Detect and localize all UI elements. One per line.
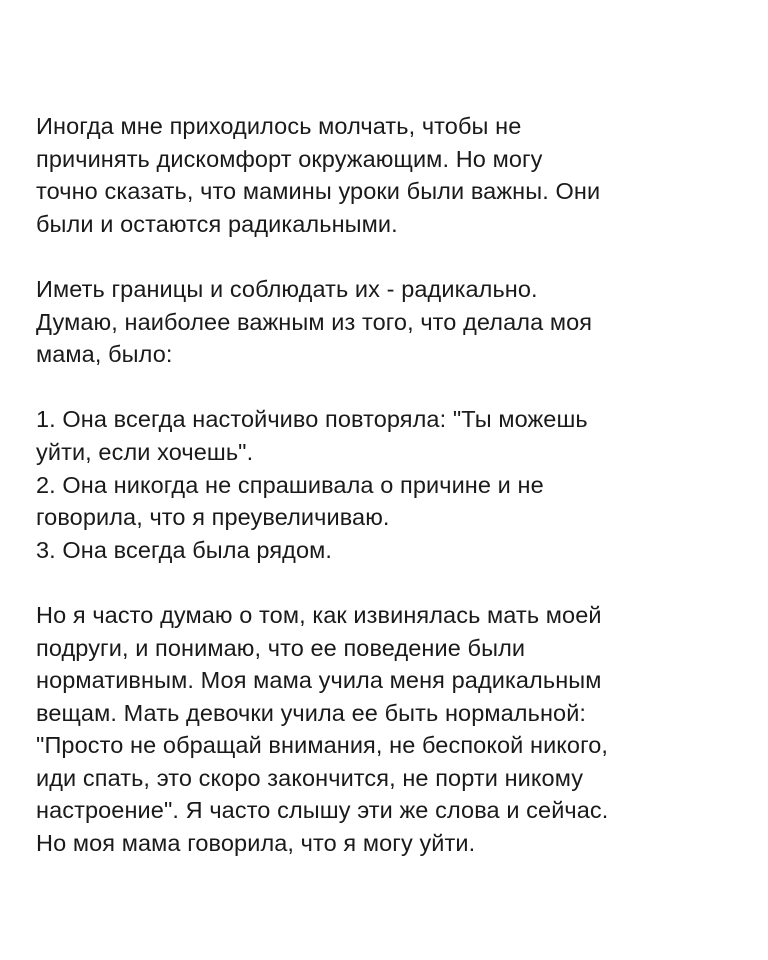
text-line: вещам. Мать девочки учила ее быть нормальной: [36, 699, 587, 726]
text-line: Иметь границы и соблюдать их - радикально. [36, 275, 538, 302]
list-item-line: уйти, если хочешь". [36, 438, 254, 465]
text-line: мама, было: [36, 341, 173, 368]
paragraph-3-list [36, 403, 741, 566]
paragraph-4 [36, 599, 741, 860]
text-line: Иногда мне приходилось молчать, чтобы не [36, 113, 522, 139]
document-body [36, 110, 741, 860]
text-line: были и остаются радикальными. [36, 210, 398, 237]
list-item-line: говорила, что я преувеличиваю. [36, 504, 390, 531]
paragraph-1 [36, 110, 741, 240]
text-line: причинять дискомфорт окружающим. Но могу [36, 145, 543, 172]
text-line: "Просто не обращай внимания, не беспокой никого, [36, 732, 609, 759]
text-line: точно сказать, что мамины уроки были важны. Они [36, 178, 601, 205]
text-line: Думаю, наиболее важным из того, что делала моя [36, 308, 593, 335]
text-line: нормативным. Моя мама учила меня радикальным [36, 667, 602, 694]
text-line: Но моя мама говорила, что я могу уйти. [36, 830, 476, 857]
text-line: Но я часто думаю о том, как извинялась мать моей [36, 601, 602, 628]
list-item-line: 2. Она никогда не спрашивала о причине и не [36, 471, 544, 498]
text-line: иди спать, это скоро закончится, не порти никому [36, 764, 584, 791]
text-line: подруги, и понимаю, что ее поведение были [36, 634, 526, 661]
paragraph-2 [36, 273, 741, 371]
list-item-line: 3. Она всегда была рядом. [36, 536, 333, 563]
list-item-line: 1. Она всегда настойчиво повторяла: "Ты можешь [36, 406, 588, 433]
text-line: настроение". Я часто слышу эти же слова и сейчас. [36, 797, 609, 824]
